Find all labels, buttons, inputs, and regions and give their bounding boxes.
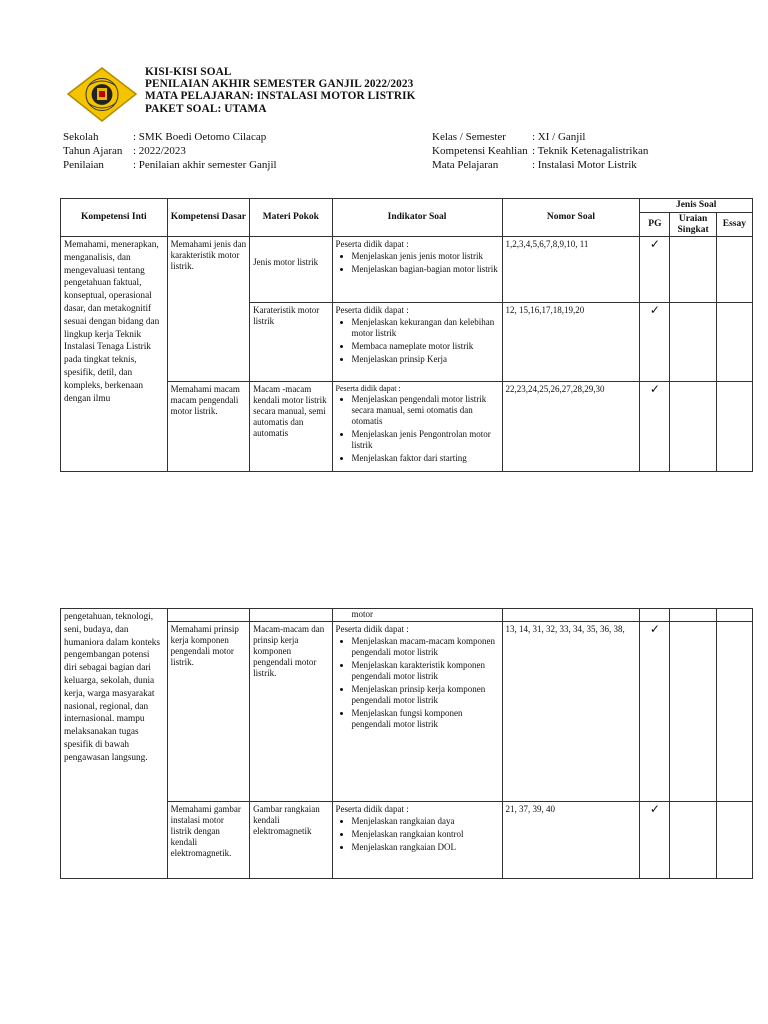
indikator-list (336, 636, 499, 730)
meta-value: : XI / Ganjil (532, 131, 586, 143)
indikator-item: • Menjelaskan prinsip kerja komponen pengendali motor listrik (352, 684, 499, 706)
indikator-cell (332, 802, 502, 879)
meta-label: Tahun Ajaran (63, 145, 123, 157)
header-kompetensi-dasar: Kompetensi Dasar (167, 199, 249, 237)
indikator-list (336, 816, 499, 853)
meta-label: Sekolah (63, 131, 99, 143)
title-line-4: PAKET SOAL: UTAMA (145, 102, 267, 115)
nomor-soal-cell: 1,2,3,4,5,6,7,8,9,10, 11 (502, 237, 640, 303)
title-line-3: MATA PELAJARAN: INSTALASI MOTOR LISTRIK (145, 90, 416, 103)
meta-row-tahun (63, 144, 277, 158)
meta-value: : SMK Boedi Oetomo Cilacap (133, 131, 267, 143)
uraian-cell (670, 303, 716, 382)
indikator-cell (332, 382, 502, 472)
nomor-soal-cell: 12, 15,16,17,18,19,20 (502, 303, 640, 382)
kompetensi-dasar-cell (167, 609, 249, 622)
indikator-intro: Peserta didik dapat : (335, 239, 409, 249)
essay-cell (716, 609, 752, 622)
indikator-intro: Peserta didik dapat : (335, 804, 409, 814)
meta-value: : Penilaian akhir semester Ganjil (133, 159, 277, 171)
materi-pokok-cell: Macam -macam kendali motor listrik secara manual, semi automatis dan automatis (250, 382, 332, 472)
header-nomor-soal: Nomor Soal (502, 199, 640, 237)
indikator-continued-cell: motor (332, 609, 502, 622)
meta-row-penilaian (63, 158, 277, 172)
essay-cell (716, 622, 752, 802)
uraian-cell (670, 802, 716, 879)
meta-row-mapel (432, 158, 648, 172)
indikator-cell (332, 622, 502, 802)
kompetensi-inti-continued-cell: pengetahuan, teknologi, seni, budaya, dan humaniora dalam konteks pengembangan potensi diri sebagai bagian dari keluarga, sekolah, dunia kerja, warga masyarakat nasional, regional, dan internasional. mampu melaksanakan tugas spesifik di bawah pengawasan langsung. (61, 609, 168, 879)
header-pg: PG (640, 213, 670, 237)
essay-cell (716, 802, 752, 879)
indikator-item: • Menjelaskan prinsip Kerja (352, 354, 499, 365)
essay-cell (716, 303, 752, 382)
pg-check-mark: ✓ (640, 622, 670, 802)
meta-left (63, 130, 277, 172)
nomor-soal-cell (502, 609, 640, 622)
kisi-kisi-table-page-1 (60, 198, 753, 472)
indikator-list (336, 251, 499, 275)
header-materi-pokok: Materi Pokok (250, 199, 332, 237)
essay-cell (716, 382, 752, 472)
meta-label: Penilaian (63, 159, 104, 171)
pg-cell (640, 609, 670, 622)
meta-row-sekolah (63, 130, 277, 144)
meta-label: Mata Pelajaran (432, 159, 499, 171)
header-kompetensi-inti: Kompetensi Inti (61, 199, 168, 237)
indikator-item: • Menjelaskan faktor dari starting (352, 453, 499, 464)
header-essay: Essay (716, 213, 752, 237)
kompetensi-inti-cell: Memahami, menerapkan, menganalisis, dan mengevaluasi tentang pengetahuan faktual, konseptual, operasional dasar, dan metakognitif sesuai dengan bidang dan lingkup kerja Teknik Instalasi Tenaga Listrik pada tingkat teknis, spesifik, detil, dan kompleks, berkenaan dengan ilmu (61, 237, 168, 472)
materi-pokok-cell (250, 609, 332, 622)
meta-row-kompetensi (432, 144, 648, 158)
indikator-item: • Menjelaskan karakteristik komponen pengendali motor listrik (352, 660, 499, 682)
nomor-soal-cell: 22,23,24,25,26,27,28,29,30 (502, 382, 640, 472)
title-line-1: KISI-KISI SOAL (145, 66, 232, 78)
uraian-cell (670, 237, 716, 303)
pg-check-mark: ✓ (640, 303, 670, 382)
indikator-intro: Peserta didik dapat : (335, 624, 409, 634)
pg-check-mark: ✓ (640, 237, 670, 303)
header-uraian-singkat: Uraian Singkat (670, 213, 716, 237)
indikator-item: • Menjelaskan pengendali motor listrik secara manual, semi otomatis dan otomatis (352, 394, 499, 427)
pg-check-mark: ✓ (640, 382, 670, 472)
essay-cell (716, 237, 752, 303)
header-indikator-soal: Indikator Soal (332, 199, 502, 237)
indikator-item: • Menjelaskan macam-macam komponen pengendali motor listrik (352, 636, 499, 658)
indikator-item: • Menjelaskan rangkaian daya (352, 816, 499, 827)
nomor-soal-cell: 21, 37, 39, 40 (502, 802, 640, 879)
uraian-cell (670, 622, 716, 802)
materi-pokok-cell: Gambar rangkaian kendali elektromagnetik (250, 802, 332, 879)
indikator-item: • Membaca nameplate motor listrik (352, 341, 499, 352)
meta-value: : Instalasi Motor Listrik (532, 159, 637, 171)
indikator-item: • Menjelaskan rangkaian kontrol (352, 829, 499, 840)
materi-pokok-cell (250, 237, 332, 303)
meta-row-kelas (432, 130, 648, 144)
materi-pokok-cell: Macam-macam dan prinsip kerja komponen pengendali motor listrik. (250, 622, 332, 802)
indikator-item: • Menjelaskan kekurangan dan kelebihan motor listrik (352, 317, 499, 339)
document-title (145, 66, 415, 115)
kisi-kisi-table-page-2 (60, 608, 753, 879)
school-logo (66, 66, 138, 123)
meta-label: Kompetensi Keahlian (432, 145, 528, 157)
kompetensi-dasar-cell: Memahami macam macam pengendali motor listrik. (167, 382, 249, 472)
indikator-list (336, 317, 499, 365)
title-line-2: PENILAIAN AKHIR SEMESTER GANJIL 2022/2023 (145, 78, 414, 91)
indikator-intro: Peserta didik dapat : (335, 305, 409, 315)
indikator-item: • Menjelaskan bagian-bagian motor listrik (352, 264, 499, 275)
indikator-item: • Menjelaskan rangkaian DOL (352, 842, 499, 853)
nomor-soal-cell: 13, 14, 31, 32, 33, 34, 35, 36, 38, (502, 622, 640, 802)
materi-pokok-cell: Karateristik motor listrik (250, 303, 332, 382)
indikator-intro: Peserta didik dapat : (335, 384, 401, 393)
indikator-item: • Menjelaskan jenis jenis motor listrik (352, 251, 499, 262)
kompetensi-dasar-cell: Memahami gambar instalasi motor listrik dengan kendali elektromagnetik. (167, 802, 249, 879)
uraian-cell (670, 382, 716, 472)
indikator-cell (332, 237, 502, 303)
indikator-list (336, 394, 499, 464)
meta-right (432, 130, 648, 172)
header-jenis-soal: Jenis Soal (640, 199, 753, 213)
indikator-cell (332, 303, 502, 382)
meta-value: : 2022/2023 (133, 145, 186, 157)
meta-label: Kelas / Semester (432, 131, 506, 143)
indikator-item: • Menjelaskan jenis Pengontrolan motor listrik (352, 429, 499, 451)
pg-check-mark: ✓ (640, 802, 670, 879)
indikator-item: • Menjelaskan fungsi komponen pengendali motor listrik (352, 708, 499, 730)
meta-value: : Teknik Ketenagalistrikan (532, 145, 649, 157)
kompetensi-dasar-cell: Memahami prinsip kerja komponen pengendali motor listrik. (167, 622, 249, 802)
kompetensi-dasar-cell: Memahami jenis dan karakteristik motor listrik. (167, 237, 249, 382)
materi-text: Jenis motor listrik (253, 257, 319, 267)
uraian-cell (670, 609, 716, 622)
